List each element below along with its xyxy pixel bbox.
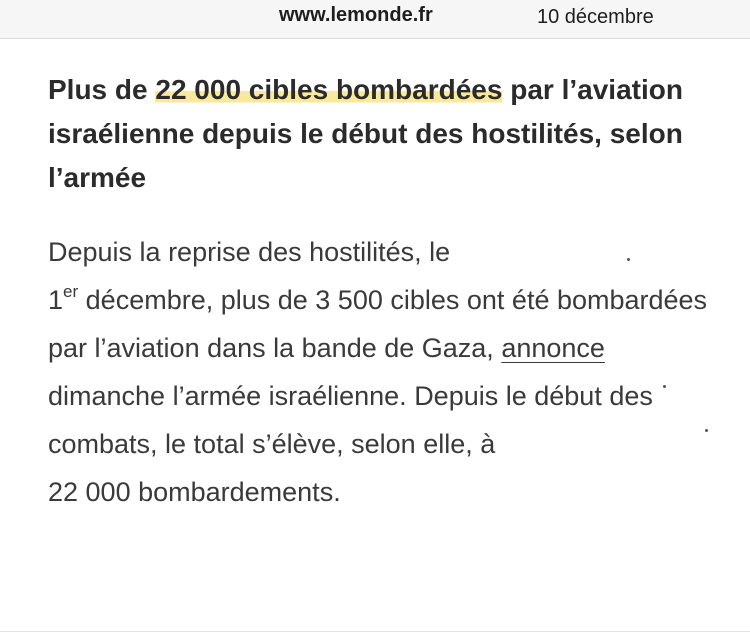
paragraph-rest: dimanche l’armée israélienne. Depuis le début des combats, le total s’élève, selon elle, à — [48, 381, 653, 459]
headline-prefix: Plus de — [48, 74, 156, 105]
stray-dot-mark — [663, 385, 666, 388]
stray-dot-mark — [627, 258, 630, 261]
headline-suffix: par l’aviation israélienne depuis le début des hostilités, selon l’armée — [48, 74, 683, 193]
paragraph-intro: Depuis la reprise des hostilités, le — [48, 237, 451, 267]
browser-top-bar — [0, 0, 750, 39]
paragraph-total: 22 000 bombardements. — [48, 477, 341, 507]
article-paragraph — [48, 228, 708, 516]
paragraph-day: 1 — [48, 285, 64, 315]
headline-highlight: 22 000 cibles bombardées — [155, 74, 503, 105]
paragraph-ordinal: er — [63, 282, 79, 301]
article-headline — [48, 68, 708, 200]
page-url[interactable]: www.lemonde.fr — [279, 4, 433, 26]
annonce-link[interactable]: annonce — [501, 333, 605, 363]
article-content — [48, 68, 708, 516]
article-date: 10 décembre — [537, 6, 654, 28]
stray-dot-mark — [705, 429, 708, 432]
divider — [0, 631, 750, 632]
paragraph-middle: décembre, plus de 3 500 cibles ont été bombardées par l’aviation dans la bande de Gaza, — [48, 285, 708, 363]
